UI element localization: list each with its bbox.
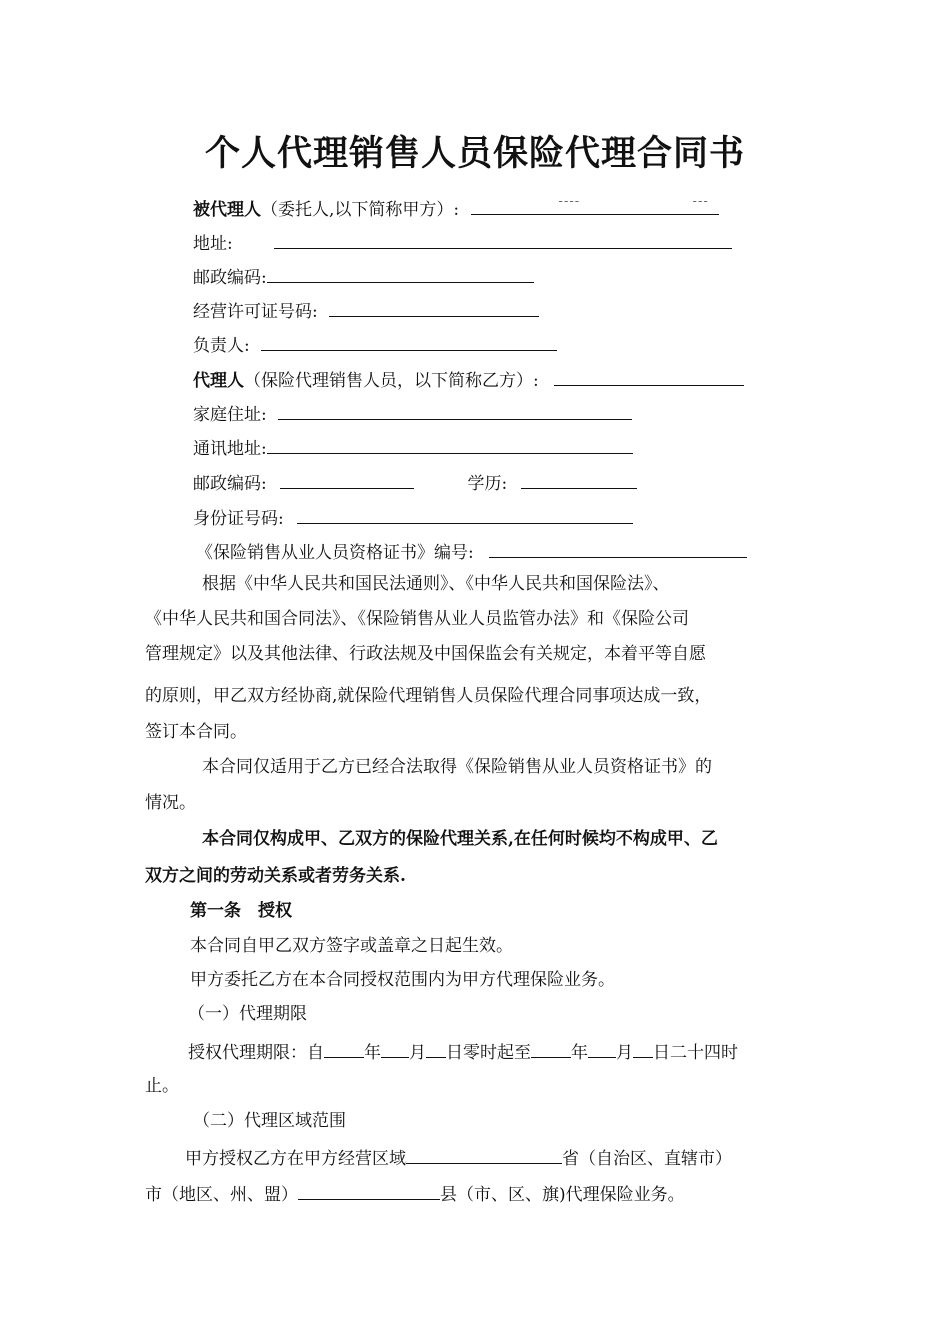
- agent-label-suffix: （保险代理销售人员，以下简称乙方）:: [244, 371, 539, 391]
- para1-line-5: 签订本合同。: [145, 722, 247, 742]
- agent-label: 代理人: [193, 371, 244, 391]
- cert-line: [196, 539, 747, 564]
- principal-label: 被代理人: [193, 200, 261, 220]
- para2-line-2: 情况。: [145, 793, 196, 813]
- education-label: 学历:: [467, 474, 508, 494]
- cert-field[interactable]: [489, 539, 747, 558]
- cert-label: 《保险销售从业人员资格证书》编号:: [196, 543, 474, 563]
- principal-dash-2: ---: [692, 194, 709, 209]
- area-prefix: 甲方授权乙方在甲方经营区域: [185, 1149, 406, 1169]
- postal2-line: [193, 470, 637, 495]
- area-heading: （二）代理区域范围: [193, 1111, 346, 1131]
- term-day-from-label: 日零时起至: [446, 1043, 531, 1063]
- area-province-field[interactable]: [406, 1145, 562, 1164]
- agent-name-field[interactable]: [554, 367, 744, 386]
- license-line: [193, 298, 539, 323]
- article1-line-1: 本合同自甲乙双方签字或盖章之日起生效。: [190, 936, 513, 956]
- area-county-label: 县（市、区、旗)代理保险业务。: [440, 1185, 685, 1205]
- manager-line: [193, 332, 557, 357]
- education-field[interactable]: [521, 470, 637, 489]
- term-end-year-field[interactable]: [531, 1039, 571, 1058]
- address-label: 地址:: [193, 234, 233, 254]
- term-line: [188, 1039, 738, 1064]
- agent-line: [193, 367, 744, 392]
- manager-field[interactable]: [261, 332, 557, 351]
- mail-address-line: [193, 435, 633, 460]
- para1-line-4: 的原则，甲乙双方经协商,就保险代理销售人员保险代理合同事项达成一致，: [145, 686, 712, 706]
- license-label: 经营许可证号码:: [193, 302, 318, 322]
- id-label: 身份证号码:: [193, 509, 284, 529]
- term-end: 止。: [145, 1076, 179, 1096]
- home-address-label: 家庭住址:: [193, 405, 267, 425]
- term-month-label: 月: [409, 1043, 426, 1063]
- principal-line: [193, 196, 719, 221]
- address-line: [193, 230, 732, 255]
- area-line-2: [145, 1181, 685, 1206]
- term-day-to-label: 日二十四时: [653, 1043, 738, 1063]
- term-heading: （一）代理期限: [188, 1004, 307, 1024]
- term-start-day-field[interactable]: [426, 1039, 446, 1058]
- mail-address-label: 通讯地址:: [193, 439, 267, 459]
- mail-address-field[interactable]: [267, 435, 633, 454]
- manager-label: 负责人:: [193, 336, 250, 356]
- postal-label: 邮政编码:: [193, 268, 267, 288]
- postal-line: [193, 264, 534, 289]
- term-end-month-field[interactable]: [588, 1039, 616, 1058]
- term-start-year-field[interactable]: [324, 1039, 364, 1058]
- home-address-field[interactable]: [278, 401, 632, 420]
- principal-dash-1: ----: [558, 194, 581, 209]
- area-city-label: 市（地区、州、盟）: [145, 1185, 298, 1205]
- term-end-day-field[interactable]: [633, 1039, 653, 1058]
- id-line: [193, 505, 633, 530]
- article1-line-2: 甲方委托乙方在本合同授权范围内为甲方代理保险业务。: [190, 970, 615, 990]
- postal2-field[interactable]: [280, 470, 414, 489]
- para1-line-3: 管理规定》以及其他法律、行政法规及中国保监会有关规定，本着平等自愿: [145, 644, 706, 664]
- principal-name-field[interactable]: [471, 196, 719, 215]
- principal-label-suffix: （委托人,以下简称甲方）:: [261, 200, 460, 220]
- postal-field[interactable]: [267, 264, 534, 283]
- term-month2-label: 月: [616, 1043, 633, 1063]
- area-line-1: [185, 1145, 732, 1170]
- id-field[interactable]: [297, 505, 633, 524]
- term-start-month-field[interactable]: [381, 1039, 409, 1058]
- postal2-label: 邮政编码:: [193, 474, 267, 494]
- term-prefix: 授权代理期限：自: [188, 1043, 324, 1063]
- term-year2-label: 年: [571, 1043, 588, 1063]
- article1-title: 第一条 授权: [190, 901, 292, 921]
- home-address-line: [193, 401, 632, 426]
- document-title: 个人代理销售人员保险代理合同书: [204, 134, 745, 174]
- license-field[interactable]: [329, 298, 539, 317]
- para1-line-2: 《中华人民共和国合同法》、《保险销售从业人员监管办法》和《保险公司: [145, 609, 689, 629]
- area-province-label: 省（自治区、直辖市）: [562, 1149, 732, 1169]
- term-year-label: 年: [364, 1043, 381, 1063]
- address-field[interactable]: [274, 230, 732, 249]
- para1-line-1: 根据《中华人民共和国民法通则》、《中华人民共和国保险法》、: [202, 574, 670, 594]
- area-city-field[interactable]: [298, 1181, 440, 1200]
- para3-line-2: 双方之间的劳动关系或者劳务关系.: [145, 866, 406, 886]
- para3-line-1: 本合同仅构成甲、乙双方的保险代理关系,在任何时候均不构成甲、乙: [202, 829, 718, 849]
- para2-line-1: 本合同仅适用于乙方已经合法取得《保险销售从业人员资格证书》的: [202, 757, 712, 777]
